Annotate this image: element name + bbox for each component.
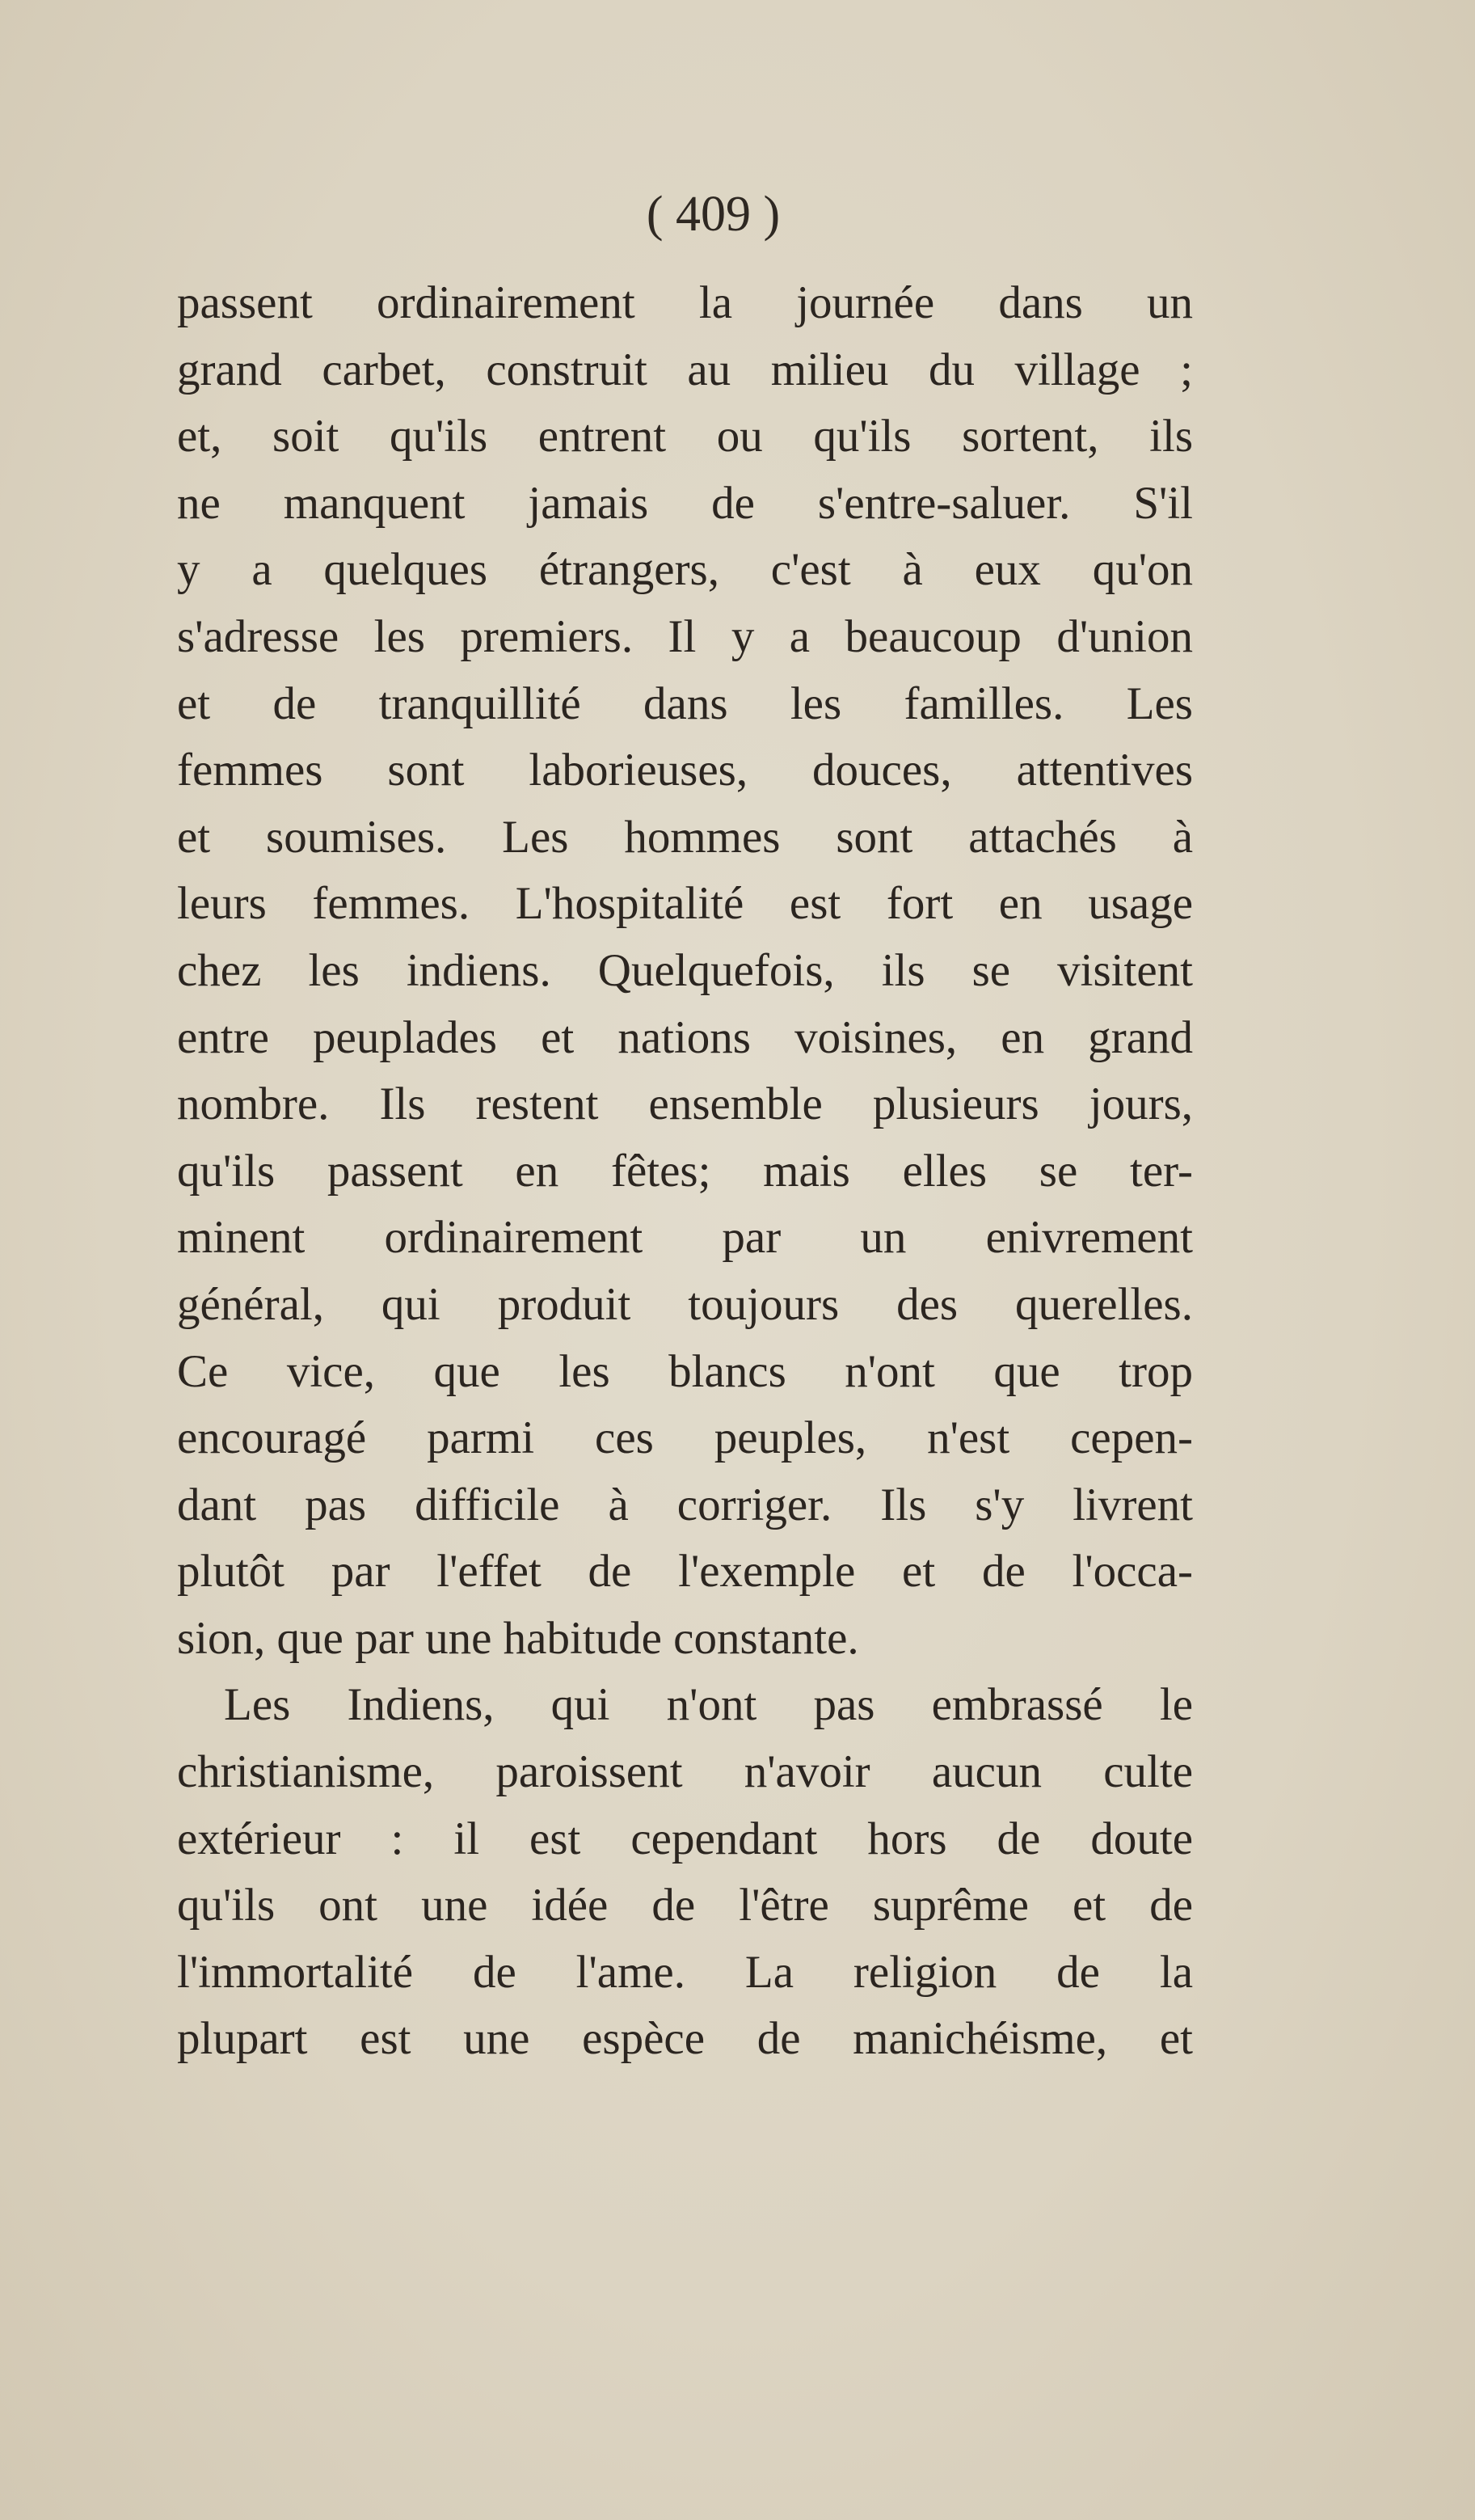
text-line: y a quelques étrangers, c'est à eux qu'on	[177, 544, 1193, 596]
text-line: et, soit qu'ils entrent ou qu'ils sortent, ils	[177, 411, 1193, 462]
text-line: s'adresse les premiers. Il y a beaucoup d'union	[177, 610, 1193, 662]
text-line: christianisme, paroissent n'avoir aucun culte	[177, 1746, 1193, 1798]
text-line: femmes sont laborieuses, douces, attentives	[177, 745, 1193, 796]
text-line: dant pas difficile à corriger. Ils s'y livrent	[177, 1479, 1193, 1530]
text-line: passent ordinairement la journée dans un	[177, 277, 1193, 328]
text-line: et de tranquillité dans les familles. Les	[177, 677, 1193, 729]
text-line: entre peuplades et nations voisines, en grand	[177, 1011, 1193, 1063]
body-text	[177, 270, 1193, 2073]
text-line: plupart est une espèce de manichéisme, et	[177, 2013, 1193, 2065]
text-line: l'immortalité de l'ame. La religion de la	[177, 1946, 1193, 1998]
text-line: chez les indiens. Quelquefois, ils se visitent	[177, 944, 1193, 996]
text-line: minent ordinairement par un enivrement	[177, 1212, 1193, 1264]
page-number: ( 409 )	[646, 187, 781, 242]
text-line: général, qui produit toujours des querelles.	[177, 1278, 1193, 1330]
text-line: nombre. Ils restent ensemble plusieurs jours,	[177, 1078, 1193, 1130]
text-line: Les Indiens, qui n'ont pas embrassé le	[224, 1679, 1193, 1731]
text-line: ne manquent jamais de s'entre-saluer. S'il	[177, 477, 1193, 529]
text-line: sion, que par une habitude constante.	[177, 1612, 859, 1664]
text-line: qu'ils passent en fêtes; mais elles se ter-	[177, 1145, 1193, 1197]
text-line: et soumises. Les hommes sont attachés à	[177, 811, 1193, 863]
text-line: encouragé parmi ces peuples, n'est cepen-	[177, 1412, 1193, 1464]
text-line: Ce vice, que les blancs n'ont que trop	[177, 1345, 1193, 1397]
text-line: leurs femmes. L'hospitalité est fort en usage	[177, 878, 1193, 930]
text-line: extérieur : il est cependant hors de doute	[177, 1813, 1193, 1864]
text-line: grand carbet, construit au milieu du village ;	[177, 344, 1193, 395]
text-line: plutôt par l'effet de l'exemple et de l'occa-	[177, 1546, 1193, 1598]
text-line: qu'ils ont une idée de l'être suprême et de	[177, 1880, 1193, 1931]
